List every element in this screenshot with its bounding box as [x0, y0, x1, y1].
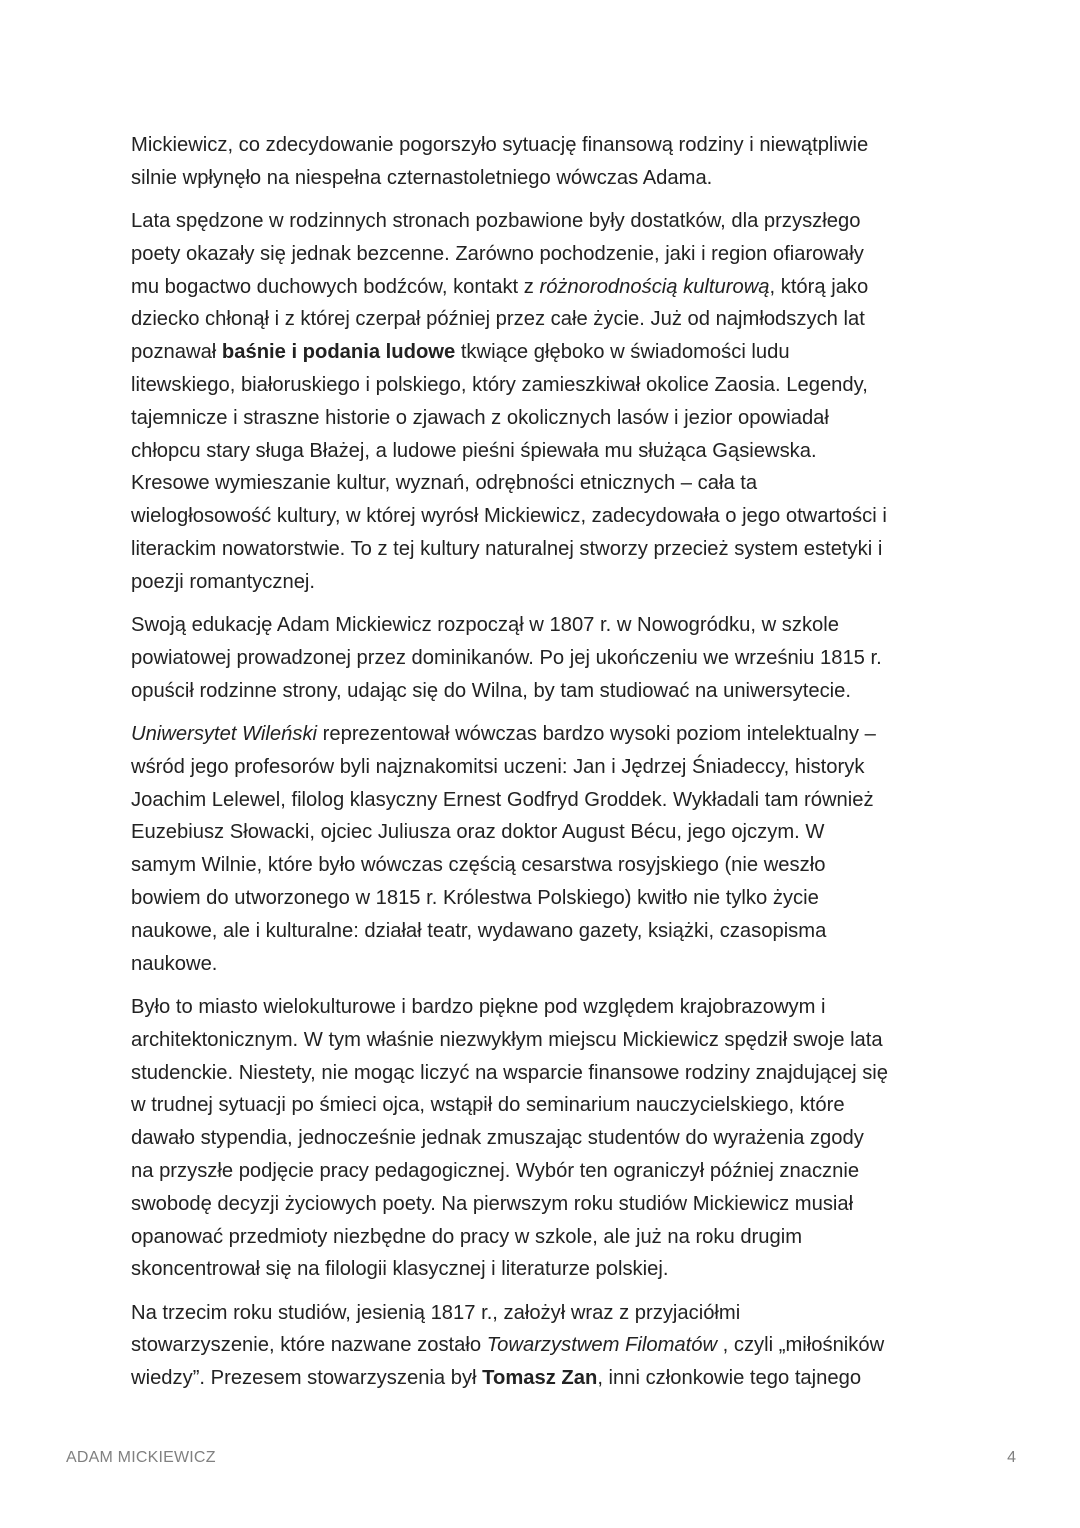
text-line — [131, 849, 956, 882]
text-segment: w trudnej sytuacji po śmieci ojca, wstąpił do seminarium nauczycielskiego, które — [131, 1094, 845, 1117]
text-segment: skoncentrował się na filologii klasycznej i literaturze polskiej. — [131, 1258, 669, 1281]
text-line — [131, 1089, 956, 1122]
text-line — [131, 1297, 956, 1330]
text-line — [131, 271, 956, 304]
text-segment: naukowe. — [131, 952, 218, 975]
paragraph — [131, 991, 956, 1286]
text-segment: Na trzecim roku studiów, jesienią 1817 r., założył wraz z przyjaciółmi — [131, 1301, 741, 1324]
text-segment: samym Wilnie, które było wówczas częścią cesarstwa rosyjskiego (nie weszło — [131, 854, 826, 877]
text-line — [131, 642, 956, 675]
text-line — [131, 467, 956, 500]
text-line — [131, 915, 956, 948]
text-line — [131, 784, 956, 817]
text-line — [131, 369, 956, 402]
text-line — [131, 816, 956, 849]
text-segment: swobodę decyzji życiowych poety. Na pierwszym roku studiów Mickiewicz musiał — [131, 1192, 854, 1215]
text-segment: poety okazały się jednak bezcenne. Zarówno pochodzenie, jaki i region ofiarowały — [131, 242, 864, 265]
text-segment: bowiem do utworzonego w 1815 r. Królestwa Polskiego) kwitło nie tylko życie — [131, 887, 819, 910]
text-segment: chłopcu stary sługa Błażej, a ludowe pieśni śpiewała mu służąca Gąsiewska. — [131, 439, 817, 462]
text-segment: litewskiego, białoruskiego i polskiego, który zamieszkiwał okolice Zaosia. Legendy, — [131, 374, 868, 397]
text-segment: dziecko chłonął i z której czerpał później przez całe życie. Już od najmłodszych lat — [131, 308, 865, 331]
paragraph — [131, 609, 956, 707]
text-line — [131, 303, 956, 336]
paragraph — [131, 1297, 956, 1395]
text-line — [131, 1221, 956, 1254]
text-line — [131, 435, 956, 468]
text-line — [131, 402, 956, 435]
italic-term: Uniwersytet Wileński — [131, 723, 318, 746]
text-segment: mu bogactwo duchowych bodźców, kontakt z — [131, 275, 540, 298]
text-line — [131, 718, 956, 751]
text-line — [131, 1122, 956, 1155]
text-segment: silnie wpłynęło na niespełna czternastoletniego wówczas Adama. — [131, 166, 713, 189]
text-line — [131, 500, 956, 533]
text-segment: poznawał — [131, 341, 222, 364]
text-segment: wśród jego profesorów byli najznakomitsi uczeni: Jan i Jędrzej Śniadeccy, historyk — [131, 755, 865, 778]
text-segment: Mickiewicz, co zdecydowanie pogorszyło sytuację finansową rodziny i niewątpliwie — [131, 134, 869, 156]
bold-term: Tomasz Zan — [482, 1367, 598, 1390]
text-line — [131, 129, 956, 162]
text-segment: opuścił rodzinne strony, udając się do Wilna, by tam studiować na uniwersytecie. — [131, 679, 851, 702]
text-segment: powiatowej prowadzonej przez dominikanów. Po jej ukończeniu we wrześniu 1815 r. — [131, 646, 882, 669]
text-segment: poezji romantycznej. — [131, 570, 316, 593]
text-segment: Joachim Lelewel, filolog klasyczny Ernest Godfryd Groddek. Wykładali tam również — [131, 788, 874, 811]
text-line — [131, 609, 956, 642]
text-segment: dawało stypendia, jednocześnie jednak zmuszając studentów do wyrażenia zgody — [131, 1127, 864, 1150]
text-line — [131, 1253, 956, 1286]
text-segment: Było to miasto wielokulturowe i bardzo piękne pod względem krajobrazowym i — [131, 995, 826, 1018]
text-line — [131, 533, 956, 566]
text-line — [131, 566, 956, 599]
paragraph — [131, 205, 956, 599]
text-line — [131, 1362, 956, 1395]
paragraph — [131, 129, 956, 195]
text-segment: stowarzyszenie, które nazwane zostało — [131, 1334, 487, 1357]
text-line — [131, 948, 956, 981]
text-line — [131, 238, 956, 271]
page-number: 4 — [1007, 1449, 1016, 1466]
text-segment: Euzebiusz Słowacki, ojciec Juliusza oraz doktor August Bécu, jego ojczym. W — [131, 821, 825, 844]
text-line — [131, 991, 956, 1024]
text-segment: na przyszłe podjęcie pracy pedagogicznej. Wybór ten ograniczył później znacznie — [131, 1159, 860, 1182]
text-line — [131, 751, 956, 784]
footer-title: ADAM MICKIEWICZ — [66, 1449, 216, 1466]
text-line — [131, 1024, 956, 1057]
paragraph — [131, 718, 956, 980]
italic-term: Towarzystwem Filomatów — [486, 1334, 718, 1357]
bold-term: baśnie i podania ludowe — [221, 341, 456, 364]
text-line — [131, 162, 956, 195]
text-segment: Kresowe wymieszanie kultur, wyznań, odrębności etnicznych – cała ta — [131, 472, 758, 495]
text-segment: reprezentował wówczas bardzo wysoki poziom intelektualny – — [317, 723, 876, 746]
text-segment: Swoją edukację Adam Mickiewicz rozpoczął w 1807 r. w Nowogródku, w szkole — [131, 614, 839, 637]
text-segment: tajemnicze i straszne historie o zjawach z okolicznych lasów i jezior opowiadał — [131, 406, 829, 429]
text-line — [131, 882, 956, 915]
text-segment: wielogłosowość kultury, w której wyrósł Mickiewicz, zadecydowała o jego otwartości i — [131, 505, 887, 528]
text-line — [131, 336, 956, 369]
text-segment: , czyli „miłośników — [717, 1334, 885, 1357]
text-segment: studenckie. Niestety, nie mogąc liczyć na wsparcie finansowe rodziny znajdującej się — [131, 1061, 889, 1084]
text-segment: wiedzy”. Prezesem stowarzyszenia był — [131, 1367, 483, 1390]
text-segment: architektonicznym. W tym właśnie niezwykłym miejscu Mickiewicz spędził swoje lata — [131, 1028, 883, 1051]
italic-term: różnorodnością kulturową — [539, 275, 770, 298]
text-line — [131, 1188, 956, 1221]
text-segment: Lata spędzone w rodzinnych stronach pozbawione były dostatków, dla przyszłego — [131, 210, 861, 233]
text-segment: naukowe, ale i kulturalne: działał teatr, wydawano gazety, książki, czasopisma — [131, 919, 827, 942]
text-line — [131, 1329, 956, 1362]
text-segment: , inni członkowie tego tajnego — [597, 1367, 862, 1390]
text-line — [131, 205, 956, 238]
text-segment: tkwiące głęboko w świadomości ludu — [455, 341, 790, 364]
text-segment: , którą jako — [769, 275, 869, 298]
text-line — [131, 1155, 956, 1188]
text-segment: literackim nowatorstwie. To z tej kultury naturalnej stworzy przecież system estetyki i — [131, 538, 883, 561]
text-line — [131, 675, 956, 708]
page-body — [131, 129, 956, 1405]
text-line — [131, 1057, 956, 1090]
text-segment: opanować przedmioty niezbędne do pracy w szkole, ale już na roku drugim — [131, 1225, 803, 1248]
